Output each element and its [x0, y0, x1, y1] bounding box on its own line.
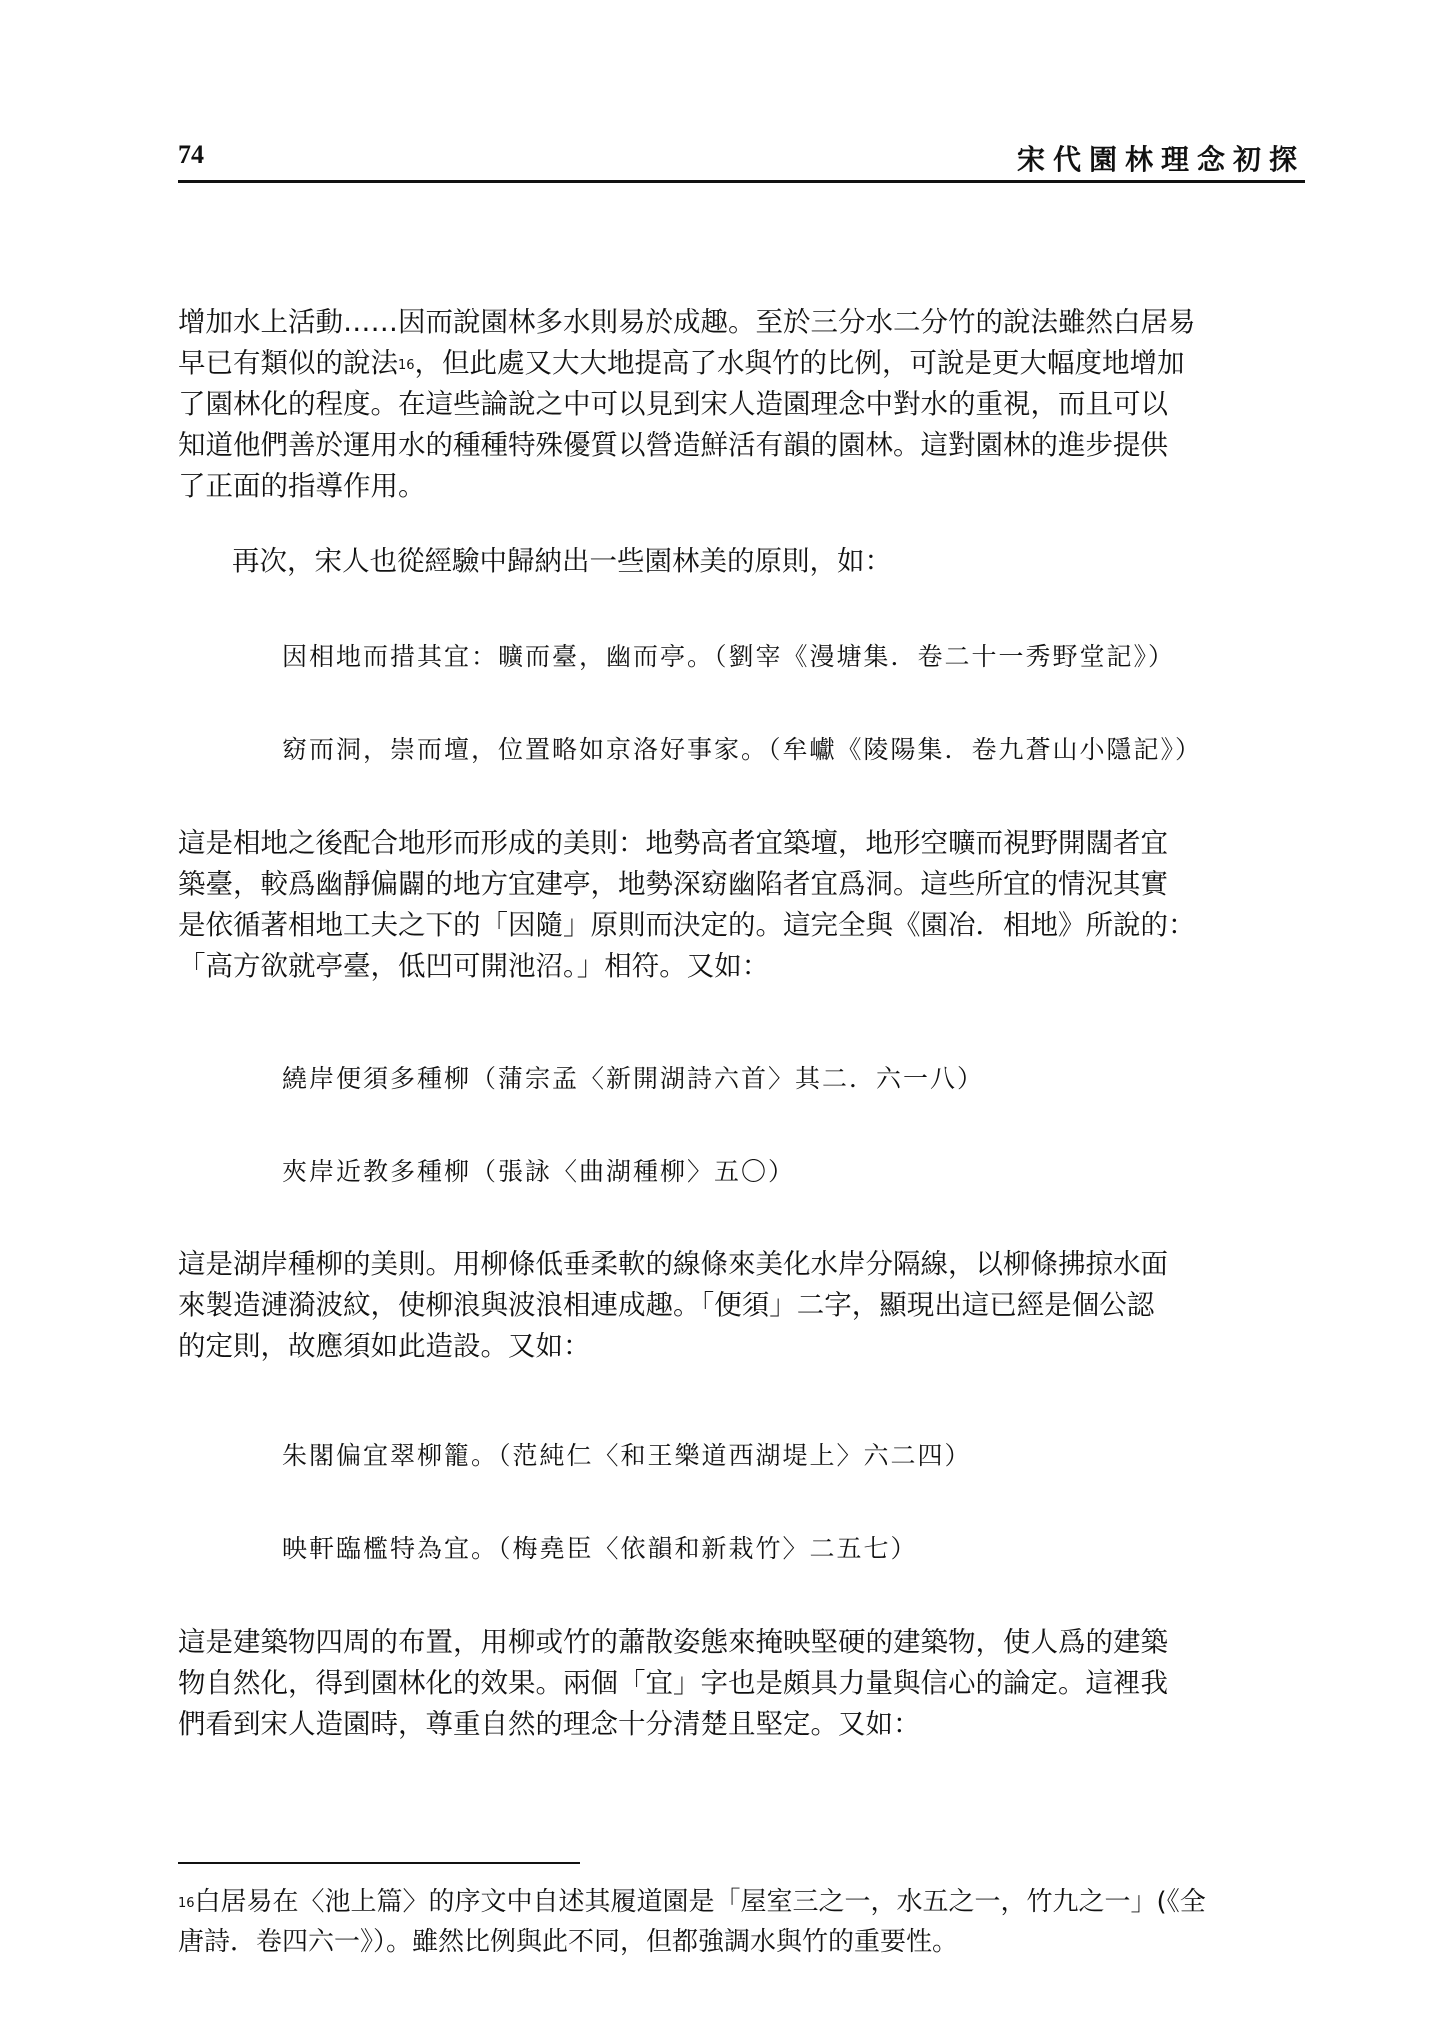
footnote-line — [178, 1882, 1305, 1922]
text-line: 的定則，故應須如此造設。又如： — [178, 1330, 591, 1362]
text-line: 們看到宋人造園時，尊重自然的理念十分清楚且堅定。又如： — [178, 1708, 921, 1740]
paragraph-building-layout — [178, 1622, 1305, 1745]
paragraph-willow-principle — [178, 1244, 1305, 1367]
footnote-text: 白居易在〈池上篇〉的序文中自述其履道園是「屋室三之一，水五之一，竹九之一」(《全 — [194, 1887, 1206, 1917]
text-line: 這是相地之後配合地形而形成的美則：地勢高者宜築壇，地形空曠而視野開闊者宜 — [178, 827, 1168, 859]
text-line: 了正面的指導作用。 — [178, 470, 426, 502]
block-quote: 朱閣偏宜翠柳籠。（范純仁〈和王樂道西湖堤上〉六二四） — [282, 1441, 972, 1470]
text-line: 增加水上活動……因而說園林多水則易於成趣。至於三分水二分竹的說法雖然白居易 — [178, 306, 1196, 338]
paragraph-terrain-principle — [178, 823, 1305, 987]
text-line: 再次，宋人也從經驗中歸納出一些園林美的原則，如： — [232, 545, 892, 577]
text-line: 知道他們善於運用水的種種特殊優質以營造鮮活有韻的園林。這對園林的進步提供 — [178, 429, 1168, 461]
header-rule — [178, 180, 1305, 183]
paragraph-principles-intro — [232, 541, 1359, 582]
text-line: 「高方欲就亭臺，低凹可開池沼。」相符。又如： — [178, 950, 770, 982]
text-line: 是依循著相地工夫之下的「因隨」原則而決定的。這完全與《園冶．相地》所說的： — [178, 909, 1196, 941]
running-title: 宋代園林理念初探 — [1016, 143, 1305, 176]
page-header — [178, 138, 1305, 182]
text-line: 這是建築物四周的布置，用柳或竹的蕭散姿態來掩映堅硬的建築物，使人爲的建築 — [178, 1626, 1168, 1658]
footnote-reference: 16 — [398, 358, 415, 373]
text-line — [178, 343, 1305, 384]
page-number: 74 — [178, 140, 204, 169]
text-fragment: 早已有類似的說法 — [178, 347, 398, 379]
text-line: 築臺，較爲幽靜偏闢的地方宜建亭，地勢深窈幽陷者宜爲洞。這些所宜的情況其實 — [178, 868, 1168, 900]
block-quote: 繞岸便須多種柳（蒲宗孟〈新開湖詩六首〉其二．六一八） — [282, 1064, 985, 1093]
footnote-number: 16 — [178, 1896, 195, 1911]
footnote-line: 唐詩．卷四六一》）。雖然比例與此不同，但都強調水與竹的重要性。 — [178, 1927, 959, 1957]
text-line: 這是湖岸種柳的美則。用柳條低垂柔軟的線條來美化水岸分隔線，以柳條拂掠水面 — [178, 1248, 1168, 1280]
footnote-rule — [178, 1862, 580, 1864]
text-line: 來製造漣漪波紋，使柳浪與波浪相連成趣。「便須」二字，顯現出這已經是個公認 — [178, 1289, 1155, 1321]
text-line: 了園林化的程度。在這些論說之中可以見到宋人造園理念中對水的重視，而且可以 — [178, 388, 1168, 420]
paragraph-water-and-bamboo — [178, 302, 1305, 507]
block-quote: 映軒臨檻特為宜。（梅堯臣〈依韻和新栽竹〉二五七） — [282, 1534, 918, 1563]
block-quote: 因相地而措其宜：曠而臺，幽而亭。（劉宰《漫塘集．卷二十一秀野堂記》） — [282, 642, 1176, 671]
text-line: 物自然化，得到園林化的效果。兩個「宜」字也是頗具力量與信心的論定。這裡我 — [178, 1667, 1168, 1699]
footnote — [178, 1882, 1305, 1962]
text-fragment: ，但此處又大大地提高了水與竹的比例，可說是更大幅度地增加 — [414, 347, 1185, 379]
block-quote: 夾岸近教多種柳（張詠〈曲湖種柳〉五〇） — [282, 1157, 796, 1186]
block-quote: 窈而洞，崇而壇，位置略如京洛好事家。（牟巘《陵陽集．卷九蒼山小隱記》） — [282, 735, 1203, 764]
